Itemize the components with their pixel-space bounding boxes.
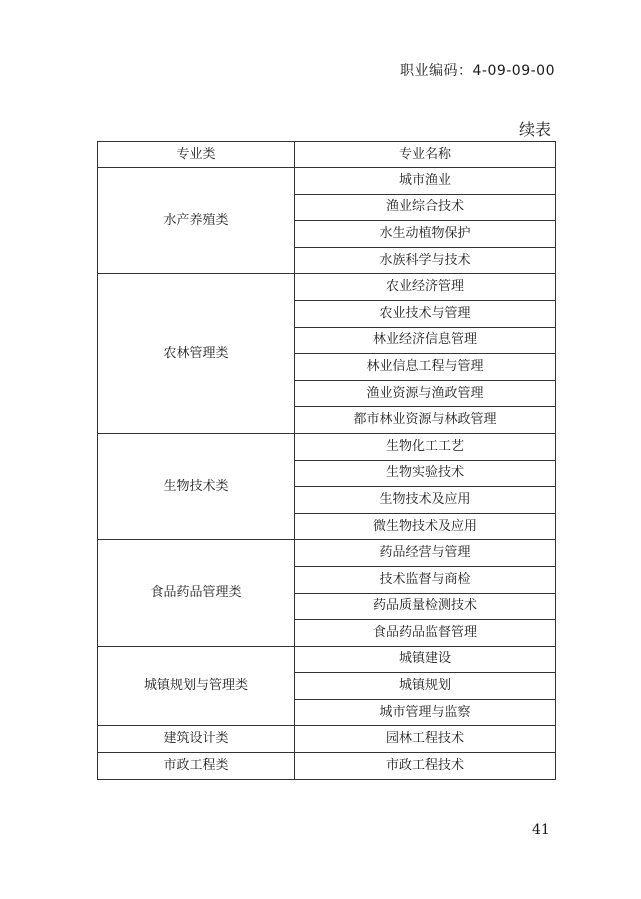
major-cell: 园林工程技术 (295, 726, 556, 753)
category-cell: 农林管理类 (98, 274, 295, 434)
major-cell: 生物技术及应用 (295, 487, 556, 514)
major-cell: 食品药品监督管理 (295, 620, 556, 647)
major-cell: 农业技术与管理 (295, 300, 556, 327)
major-cell: 渔业综合技术 (295, 194, 556, 221)
table-row (98, 274, 556, 301)
category-cell: 城镇规划与管理类 (98, 646, 295, 726)
major-cell: 都市林业资源与林政管理 (295, 407, 556, 434)
major-cell: 市政工程技术 (295, 753, 556, 780)
table-row (98, 646, 556, 673)
table-row (98, 433, 556, 460)
major-table (97, 141, 556, 780)
major-cell: 技术监督与商检 (295, 566, 556, 593)
column-header-category: 专业类 (98, 142, 295, 168)
major-cell: 渔业资源与渔政管理 (295, 380, 556, 407)
major-cell: 农业经济管理 (295, 274, 556, 301)
major-cell: 城市渔业 (295, 168, 556, 195)
major-cell: 生物实验技术 (295, 460, 556, 487)
continued-label: 续表 (518, 120, 551, 139)
major-cell: 生物化工工艺 (295, 433, 556, 460)
major-cell: 林业信息工程与管理 (295, 354, 556, 381)
category-cell: 市政工程类 (98, 753, 295, 780)
major-cell: 药品经营与管理 (295, 540, 556, 567)
table-row (98, 753, 556, 780)
major-cell: 林业经济信息管理 (295, 327, 556, 354)
major-cell: 药品质量检测技术 (295, 593, 556, 620)
table-row (98, 168, 556, 195)
category-cell: 生物技术类 (98, 433, 295, 539)
major-cell: 城市管理与监察 (295, 699, 556, 726)
table-body (98, 168, 556, 780)
major-cell: 水族科学与技术 (295, 247, 556, 274)
major-cell: 水生动植物保护 (295, 221, 556, 248)
table-row (98, 726, 556, 753)
category-cell: 食品药品管理类 (98, 540, 295, 646)
major-cell: 城镇规划 (295, 673, 556, 700)
column-header-major: 专业名称 (295, 142, 556, 168)
page-number: 41 (532, 822, 550, 838)
table-row (98, 540, 556, 567)
occupation-code: 职业编码：4-09-09-00 (399, 63, 555, 79)
major-cell: 微生物技术及应用 (295, 513, 556, 540)
category-cell: 水产养殖类 (98, 168, 295, 274)
major-cell: 城镇建设 (295, 646, 556, 673)
category-cell: 建筑设计类 (98, 726, 295, 753)
table-header-row (98, 142, 556, 168)
